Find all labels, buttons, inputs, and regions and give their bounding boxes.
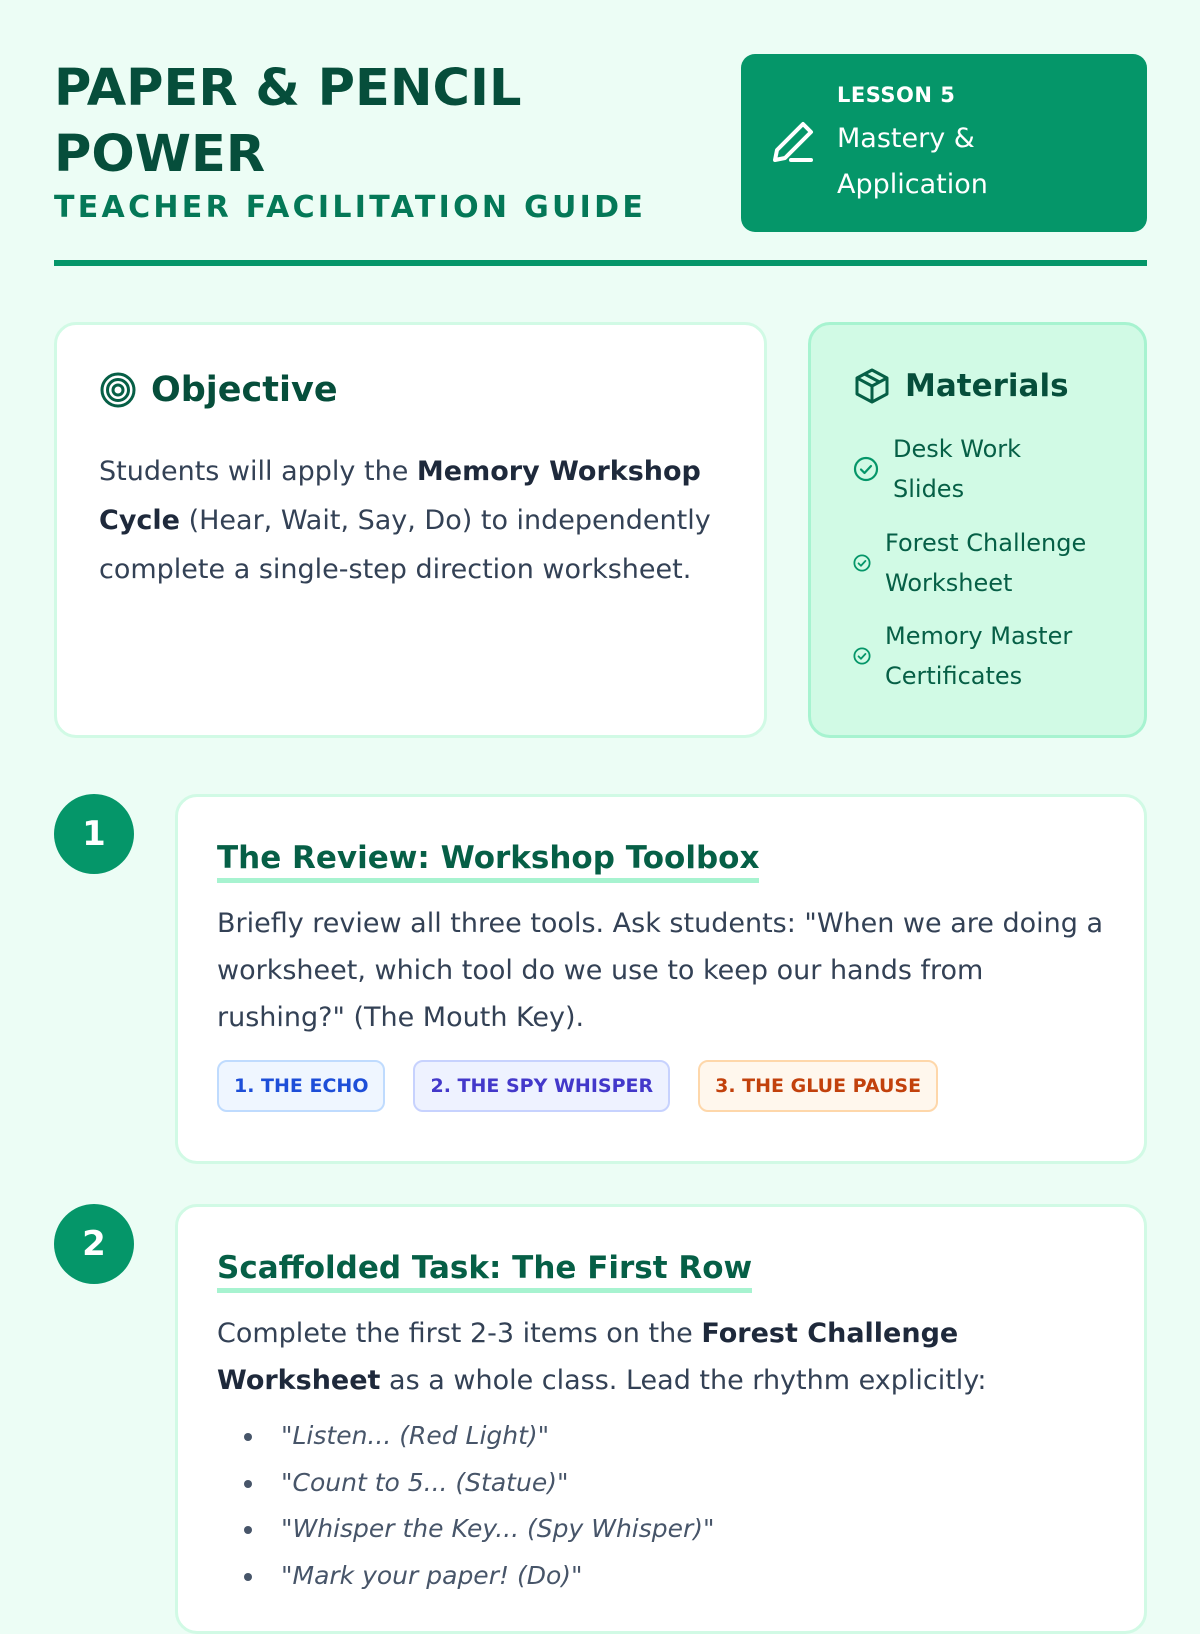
material-label: Forest Challenge Worksheet: [885, 529, 1087, 597]
material-item: [853, 523, 1115, 603]
objective-text-bold: Memory Workshop Cycle: [99, 456, 701, 536]
check-circle-icon: [853, 647, 871, 665]
header-divider: [54, 260, 1147, 266]
step-body: [217, 1310, 1107, 1404]
step-body-rest: as a whole class. Lead the rhythm explicitly:: [380, 1365, 987, 1396]
material-item: [853, 429, 1073, 509]
toolbox-tags: [217, 1060, 966, 1112]
material-label: Desk Work Slides: [893, 435, 1022, 503]
objective-text: [99, 447, 729, 594]
step-number-badge: 1: [54, 794, 134, 874]
guide-header: [54, 52, 1147, 267]
objective-heading: [99, 370, 338, 410]
rhythm-item: "Mark your paper! (Do)": [217, 1553, 715, 1600]
rhythm-item: "Whisper the Key... (Spy Whisper)": [217, 1506, 715, 1553]
step-body-lead: Complete the first 2-3 items on the: [217, 1318, 702, 1349]
materials-heading-label: Materials: [905, 368, 1069, 404]
check-circle-icon: [853, 554, 871, 572]
materials-card: [808, 322, 1147, 738]
step-title: Scaffolded Task: The First Row: [217, 1249, 752, 1293]
objective-text-rest: (Hear, Wait, Say, Do) to independently complete a single-step direction worksheet.: [99, 505, 711, 585]
pencil-icon: [769, 118, 817, 166]
step-body: Briefly review all three tools. Ask students: "When we are doing a worksheet, which tool do we use to keep our hands from rushing?" (The Mouth Key).: [217, 908, 1103, 1033]
tag-echo: 1. THE ECHO: [217, 1060, 385, 1112]
check-circle-icon: [853, 456, 879, 482]
tag-glue-pause: 3. THE GLUE PAUSE: [698, 1060, 938, 1112]
step-card: [175, 794, 1147, 1164]
step-title: The Review: Workshop Toolbox: [217, 839, 759, 883]
objective-text-lead: Students will apply the: [99, 456, 417, 487]
material-item: [853, 616, 1115, 696]
box-icon: [853, 367, 891, 405]
lesson-badge: [741, 54, 1147, 232]
step-number-badge: 2: [54, 1204, 134, 1284]
objective-card: [54, 322, 767, 738]
target-icon: [99, 371, 137, 409]
materials-heading: [853, 367, 1069, 405]
lesson-number: LESSON 5: [837, 83, 956, 107]
objective-heading-label: Objective: [151, 370, 338, 410]
rhythm-item: "Count to 5... (Statue)": [217, 1460, 715, 1507]
step-card: [175, 1204, 1147, 1634]
worksheet-name: Forest Challenge Worksheet: [217, 1318, 959, 1396]
tag-spy-whisper: 2. THE SPY WHISPER: [413, 1060, 670, 1112]
lesson-name: Mastery & Application: [837, 123, 988, 200]
rhythm-item: "Listen... (Red Light)": [217, 1413, 715, 1460]
page-title: PAPER & PENCIL POWER: [54, 59, 522, 184]
rhythm-list: [217, 1413, 715, 1599]
page-subtitle: TEACHER FACILITATION GUIDE: [54, 190, 647, 225]
material-label: Memory Master Certificates: [885, 622, 1073, 690]
